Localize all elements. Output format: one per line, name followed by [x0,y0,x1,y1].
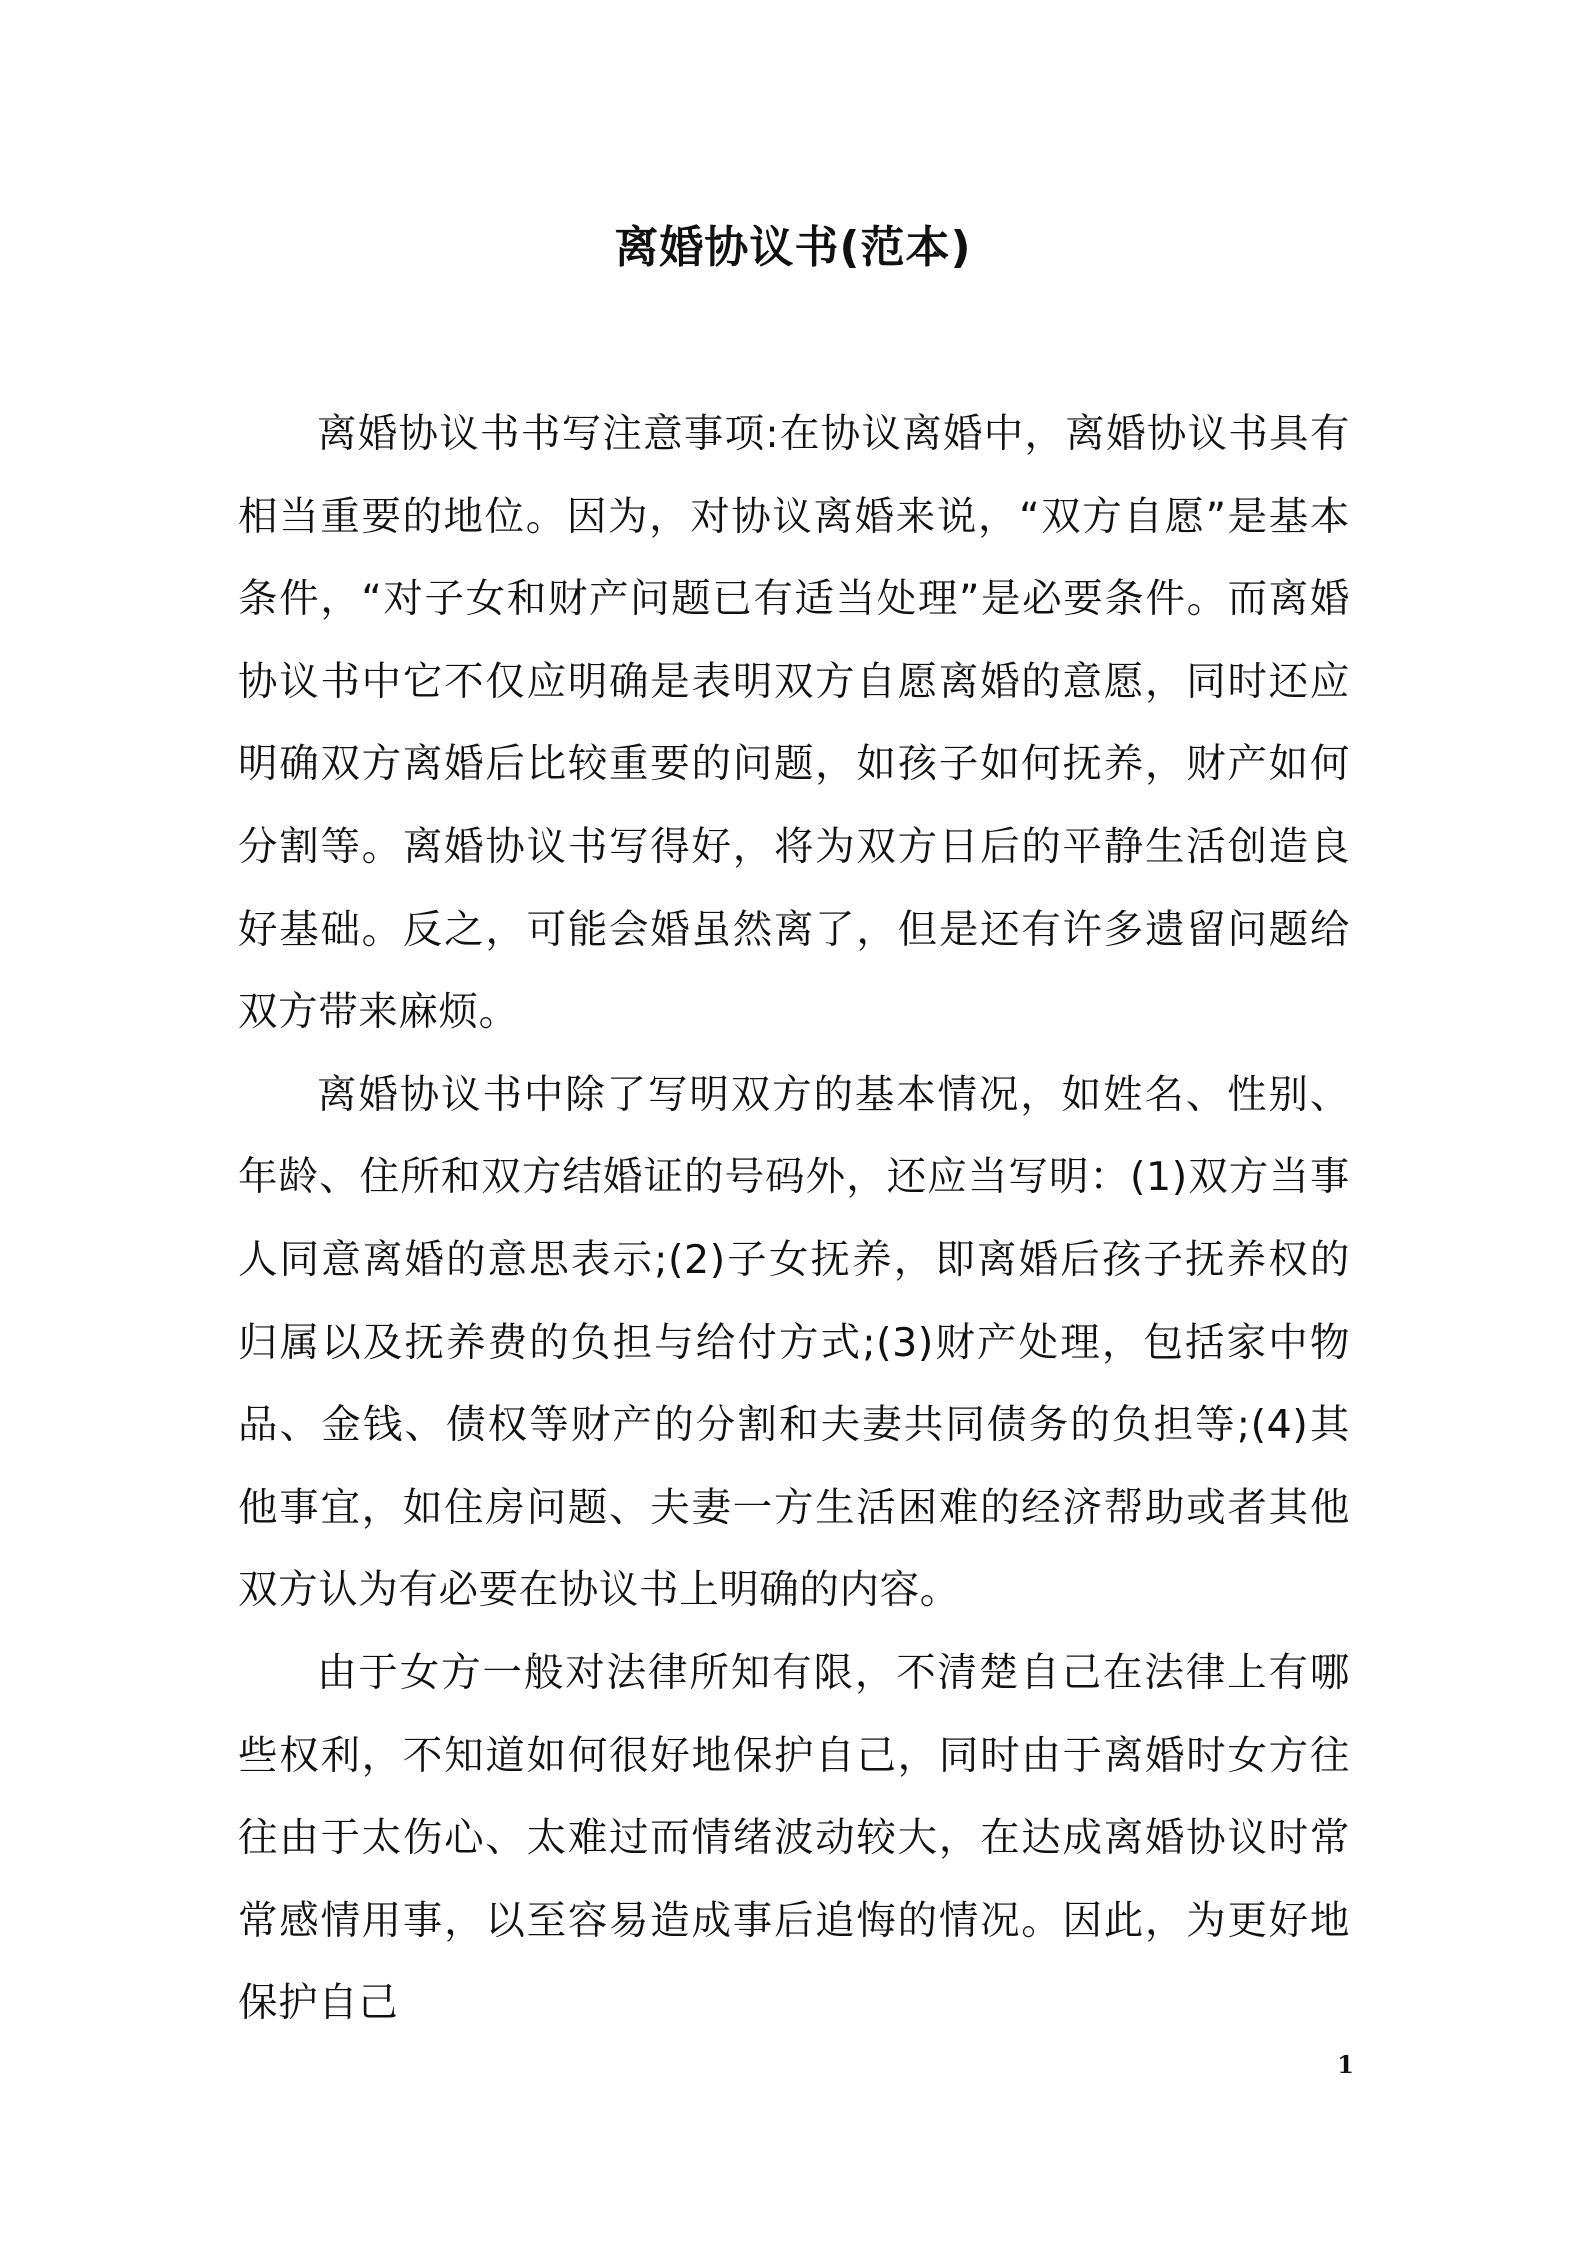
paragraph-protection-advice: 由于女方一般对法律所知有限，不清楚自己在法律上有哪些权利，不知道如何很好地保护自己，同时由于离婚时女方往往由于太伤心、太难过而情绪波动较大，在达成离婚协议时常常感情用事，以至容易造成事后追悔的情况。因此，为更好地保护自己 [238,1649,1350,2027]
paragraph-required-content: 离婚协议书中除了写明双方的基本情况，如姓名、性别、年龄、住所和双方结婚证的号码外，还应当写明：(1)双方当事人同意离婚的意思表示;(2)子女抚养，即离婚后孩子抚养权的归属以及抚养费的负担与给付方式;(3)财产处理，包括家中物品、金钱、债权等财产的分割和夫妻共同债务的负担等;(4)其他事宜，如住房问题、夫妻一方生活困难的经济帮助或者其他双方认为有必要在协议书上明确的内容。 [238,1071,1350,1614]
paragraph-writing-notes: 离婚协议书书写注意事项:在协议离婚中，离婚协议书具有相当重要的地位。因为，对协议离婚来说，“双方自愿”是基本条件，“对子女和财产问题已有适当处理”是必要条件。而离婚协议书中它不仅应明确是表明双方自愿离婚的意愿，同时还应明确双方离婚后比较重要的问题，如孩子如何抚养，财产如何分割等。离婚协议书写得好，将为双方日后的平静生活创造良好基础。反之，可能会婚虽然离了，但是还有许多遗留问题给双方带来麻烦。 [238,411,1350,1036]
document-body [238,393,1350,2045]
document-title: 离婚协议书(范本) [614,222,972,273]
page-number: 1 [1337,2050,1354,2079]
